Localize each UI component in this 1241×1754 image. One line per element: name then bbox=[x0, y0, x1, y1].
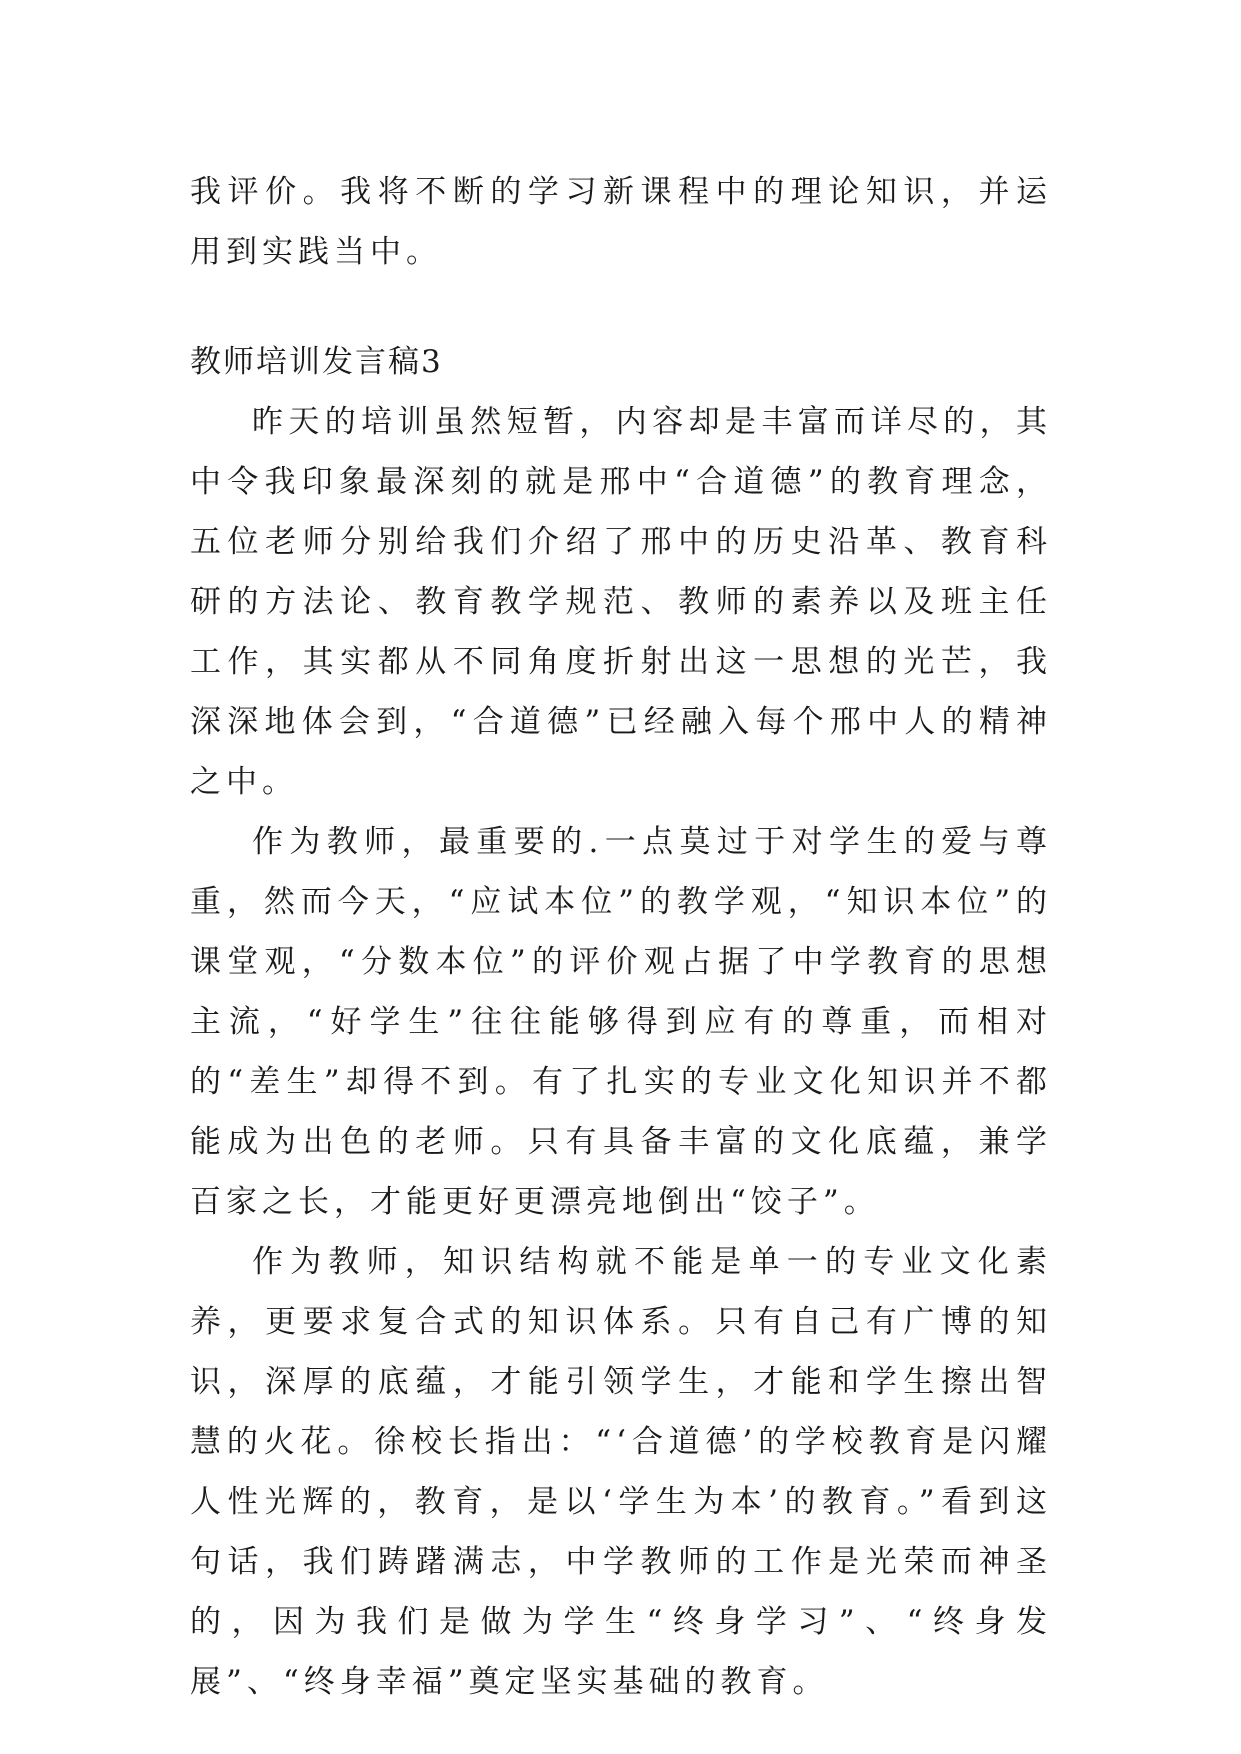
intro-paragraph: 我评价。我将不断的学习新课程中的理论知识，并运用到实践当中。 bbox=[190, 174, 1052, 270]
body-paragraph-3: 作为教师，知识结构就不能是单一的专业文化素养，更要求复合式的知识体系。只有自己有广博的知识，深厚的底蕴，才能引领学生，才能和学生擦出智慧的火花。徐校长指出：“‘合道德’的学校教育是闪耀人性光辉的，教育，是以‘学生为本’的教育。”看到这句话，我们踌躇满志，中学教师的工作是光荣而神圣的，因为我们是做为学生“终身学习”、“终身发展”、“终身幸福”奠定坚实基础的教育。 bbox=[190, 1244, 1052, 1700]
document-body bbox=[190, 162, 1052, 1712]
body-paragraph-2: 作为教师，最重要的.一点莫过于对学生的爱与尊重，然而今天，“应试本位”的教学观，“知识本位”的课堂观，“分数本位”的评价观占据了中学教育的思想主流，“好学生”往往能够得到应有的尊重，而相对的“差生”却得不到。有了扎实的专业文化知识并不都能成为出色的老师。只有具备丰富的文化底蕴，兼学百家之长，才能更好更漂亮地倒出“饺子”。 bbox=[190, 824, 1052, 1220]
section-heading: 教师培训发言稿3 bbox=[190, 344, 443, 380]
body-paragraph-1: 昨天的培训虽然短暂，内容却是丰富而详尽的，其中令我印象最深刻的就是邢中“合道德”的教育理念，五位老师分别给我们介绍了邢中的历史沿革、教育科研的方法论、教育教学规范、教师的素养以及班主任工作，其实都从不同角度折射出这一思想的光芒，我深深地体会到，“合道德”已经融入每个邢中人的精神之中。 bbox=[190, 404, 1052, 800]
